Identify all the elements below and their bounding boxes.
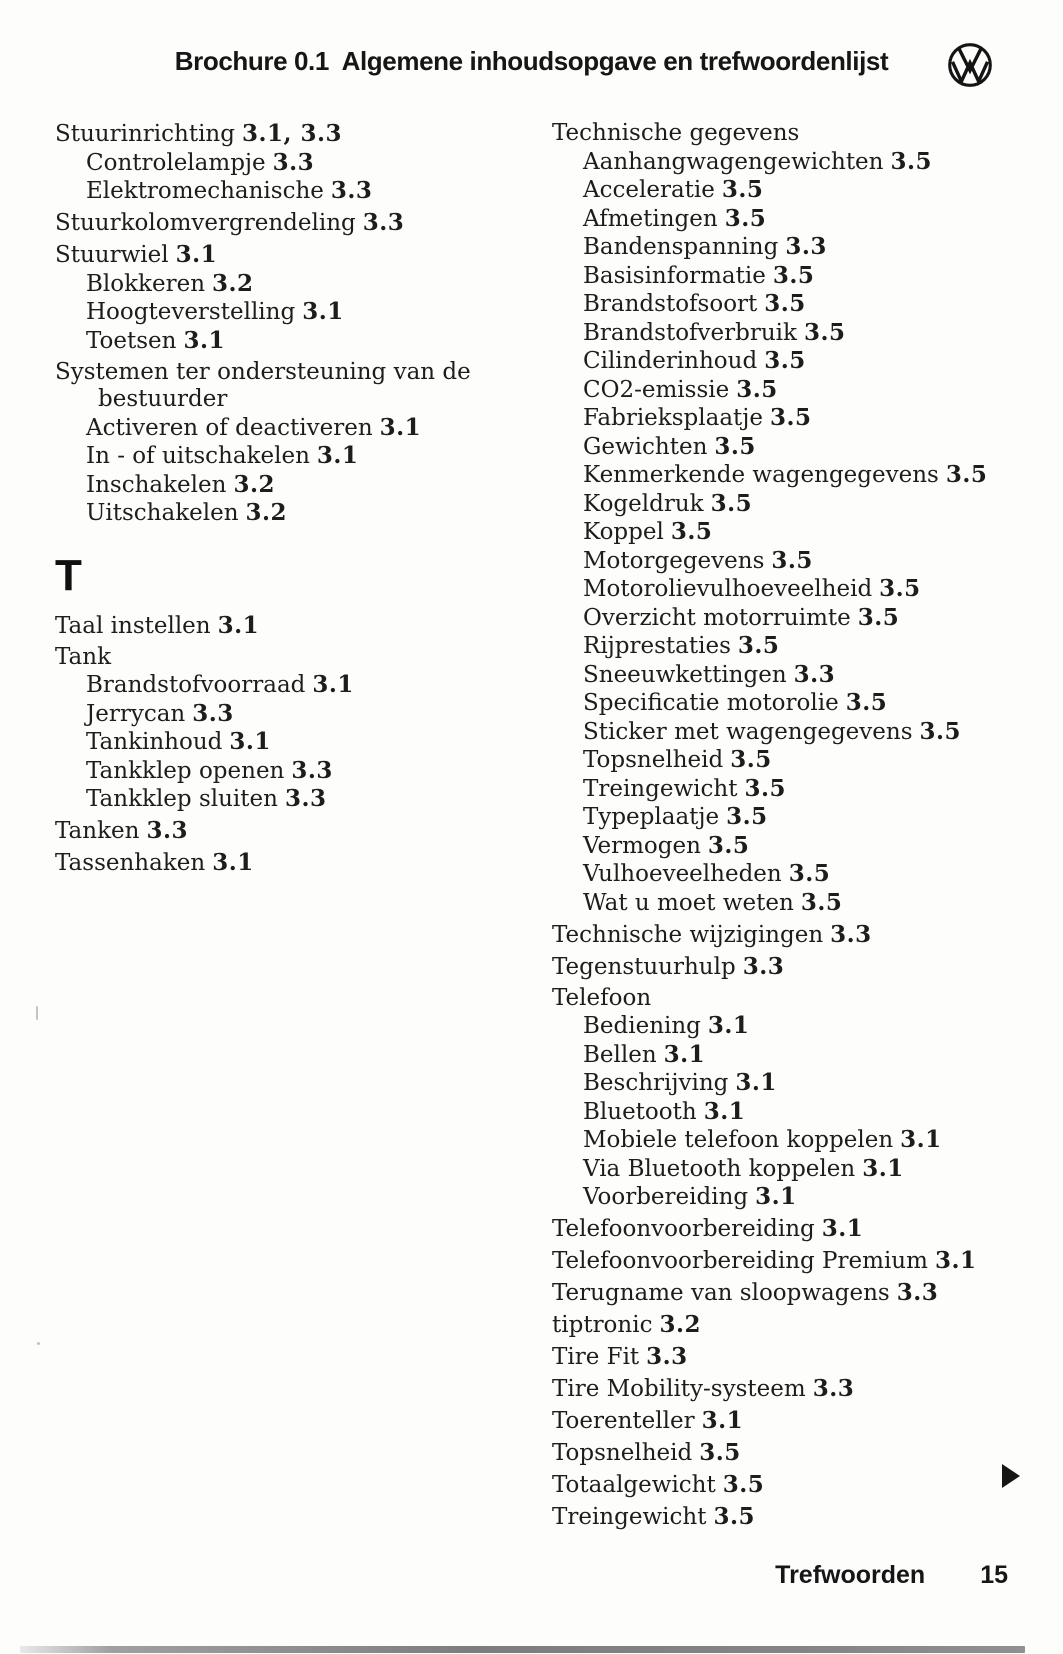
index-entry (86, 471, 500, 500)
scan-speck (37, 1342, 40, 1345)
entry-label: Bandenspanning (583, 234, 779, 260)
entry-page-ref: 3.1 (663, 1040, 706, 1068)
entry-page-ref: 3.5 (945, 461, 988, 488)
entry-label: Stuurinrichting (55, 121, 235, 147)
entry-label: Kenmerkende wagengegevens (583, 462, 939, 488)
entry-page-ref: 3.5 (879, 575, 921, 602)
entry-page-ref: 3.1 (900, 1126, 942, 1153)
entry-label: Bellen (583, 1041, 657, 1068)
index-entry (583, 689, 1063, 718)
entry-label: In - of uitschakelen (86, 443, 310, 469)
entry-page-ref: 3.5 (744, 774, 786, 802)
index-entry (583, 718, 1063, 747)
entry-label: Toetsen (86, 327, 177, 354)
index-entry (583, 1012, 1063, 1041)
entry-page-ref: 3.3 (812, 1375, 855, 1402)
index-entry (86, 298, 500, 327)
index-entry (552, 1439, 1063, 1468)
entry-label: Tankklep sluiten (86, 786, 278, 812)
entry-label: Elektromechanische (86, 178, 324, 204)
entry-page-ref: 3.1, 3.3 (241, 120, 343, 147)
index-entry (583, 233, 1063, 262)
index-entry (552, 921, 1063, 950)
entry-page-ref: 3.3 (291, 756, 333, 784)
index-entry (552, 1247, 1063, 1276)
page-footer (0, 1562, 1008, 1588)
entry-label: Tire Mobility-systeem (552, 1376, 806, 1402)
index-entry (583, 575, 1063, 604)
entry-label: Motorolievulhoeveelheid (583, 576, 873, 602)
entry-label: Tegenstuurhulp (552, 953, 736, 980)
index-entry (552, 985, 1063, 1013)
entry-label: Sneeuwkettingen (583, 661, 787, 688)
entry-page-ref: 3.5 (845, 689, 888, 716)
index-entry (583, 319, 1063, 348)
entry-label: Hoogteverstelling (86, 299, 296, 325)
entry-page-ref: 3.5 (770, 404, 812, 431)
index-entry (583, 632, 1063, 661)
entry-page-ref: 3.5 (772, 261, 815, 289)
entry-label: Tankklep openen (86, 757, 285, 784)
entry-page-ref: 3.1 (821, 1215, 864, 1242)
entry-label: Basisinformatie (583, 262, 766, 289)
entry-label: Stuurwiel (55, 242, 169, 268)
index-entry (583, 518, 1063, 547)
index-entry (552, 1503, 1063, 1532)
entry-page-ref: 3.5 (890, 147, 932, 175)
entry-page-ref: 3.5 (710, 489, 753, 517)
index-entry (55, 359, 500, 414)
index-entry (86, 414, 500, 443)
entry-page-ref: 3.5 (736, 375, 778, 403)
entry-label: Tassenhaken (55, 850, 206, 876)
entry-label: Topsnelheid (552, 1440, 693, 1466)
entry-label: Tire Fit (552, 1344, 640, 1370)
entry-page-ref: 3.5 (919, 717, 962, 745)
entry-label: Specificatie motorolie (583, 690, 839, 716)
index-entry (583, 176, 1063, 205)
index-entry (583, 889, 1063, 918)
entry-page-ref: 3.3 (896, 1279, 939, 1306)
entry-page-ref: 3.1 (379, 413, 422, 441)
entry-label: Uitschakelen (86, 500, 239, 526)
index-entry (86, 177, 500, 206)
index-entry (552, 1215, 1063, 1244)
entry-label: Bluetooth (583, 1098, 697, 1125)
entry-page-ref: 3.5 (764, 290, 806, 317)
index-entry (86, 327, 500, 356)
index-entry (86, 149, 500, 178)
entry-page-ref: 3.5 (714, 432, 756, 460)
entry-page-ref: 3.1 (229, 728, 271, 755)
index-entry (86, 785, 500, 814)
footer-page-number: 15 (980, 1561, 1008, 1589)
entry-label: Topsnelheid (583, 747, 724, 773)
page-title: Brochure 0.1 Algemene inhoudsopgave en trefwoordenlijst (174, 46, 889, 76)
entry-page-ref: 3.3 (830, 920, 872, 948)
entry-page-ref: 3.5 (707, 831, 750, 859)
entry-page-ref: 3.5 (699, 1439, 741, 1466)
entry-label: Voorbereiding (583, 1184, 749, 1210)
entry-label: Taal instellen (55, 612, 211, 639)
entry-page-ref: 3.2 (233, 470, 275, 498)
index-entry (55, 849, 500, 878)
index-entry (552, 1343, 1063, 1372)
entry-label: Acceleratie (583, 177, 715, 203)
entry-label: Vermogen (583, 832, 701, 859)
entry-page-ref: 3.5 (788, 860, 831, 887)
entry-label: Cilinderinhoud (583, 348, 758, 374)
index-entry (552, 953, 1063, 982)
index-entry (86, 728, 500, 757)
index-entry (86, 757, 500, 786)
entry-page-ref: 3.1 (701, 1407, 744, 1434)
entry-label: Beschrijving (583, 1070, 729, 1096)
entry-label: Overzicht motorruimte (583, 604, 851, 631)
entry-page-ref: 3.5 (722, 1471, 765, 1498)
index-entry (583, 547, 1063, 576)
entry-page-ref: 3.3 (192, 699, 234, 727)
entry-label: Toerenteller (552, 1408, 695, 1434)
entry-page-ref: 3.3 (330, 177, 373, 204)
index-entry (583, 604, 1063, 633)
entry-label: Controlelampje (86, 149, 266, 176)
entry-label: Afmetingen (583, 205, 718, 232)
entry-page-ref: 3.1 (312, 671, 354, 698)
entry-label: Systemen ter ondersteuning van de bestuurder (55, 358, 471, 412)
entry-page-ref: 3.5 (857, 603, 900, 631)
entry-page-ref: 3.3 (646, 1343, 688, 1370)
index-entry (583, 376, 1063, 405)
entry-label: Aanhangwagengewichten (583, 148, 884, 175)
entry-label: Wat u moet weten (583, 889, 794, 916)
index-entry (55, 817, 500, 846)
entry-label: Sticker met wagengegevens (583, 718, 913, 745)
index-entry (583, 832, 1063, 861)
index-entry (86, 671, 500, 700)
index-entry (583, 1155, 1063, 1184)
entry-label: Treingewicht (583, 775, 738, 802)
entry-label: Brandstofvoorraad (86, 672, 306, 698)
entry-label: Rijprestaties (583, 633, 731, 659)
entry-label: Blokkeren (86, 270, 206, 297)
entry-page-ref: 3.1 (212, 849, 254, 876)
entry-page-ref: 3.1 (755, 1183, 797, 1210)
entry-label: tiptronic (552, 1312, 653, 1338)
index-entry (583, 803, 1063, 832)
index-column-right (552, 120, 1063, 1532)
index-entry (583, 1041, 1063, 1070)
entry-label: Telefoonvoorbereiding (552, 1216, 815, 1242)
entry-label: Koppel (583, 519, 664, 545)
entry-label: Brandstofverbruik (583, 319, 797, 346)
entry-page-ref: 3.1 (302, 298, 344, 325)
entry-page-ref: 3.1 (217, 611, 260, 639)
entry-page-ref: 3.5 (730, 746, 772, 773)
entry-page-ref: 3.1 (175, 241, 218, 268)
entry-page-ref: 3.3 (146, 817, 188, 844)
entry-label: Mobiele telefoon koppelen (583, 1127, 894, 1153)
index-entry (86, 499, 500, 528)
index-entry (86, 442, 500, 471)
index-entry (583, 262, 1063, 291)
index-entry (55, 120, 500, 149)
entry-page-ref: 3.1 (862, 1154, 904, 1182)
entry-page-ref: 3.5 (737, 632, 780, 659)
index-entry (55, 241, 500, 270)
entry-label: Telefoonvoorbereiding Premium (552, 1248, 928, 1274)
entry-label: Via Bluetooth koppelen (583, 1155, 856, 1182)
index-entry (552, 1279, 1063, 1308)
entry-page-ref: 3.5 (800, 888, 843, 916)
entry-page-ref: 3.3 (362, 209, 405, 236)
index-entry (583, 1098, 1063, 1127)
entry-label: Brandstofsoort (583, 291, 758, 317)
footer-section-label: Trefwoorden (775, 1561, 926, 1589)
vw-logo-icon (946, 41, 994, 89)
entry-label: Gewichten (583, 433, 708, 460)
entry-label: CO2-emissie (583, 376, 730, 403)
page-edge-shadow (20, 1646, 1025, 1653)
index-entry (55, 612, 500, 641)
entry-page-ref: 3.5 (713, 1503, 755, 1530)
entry-label: Fabrieksplaatje (583, 405, 764, 431)
entry-page-ref: 3.5 (803, 318, 846, 346)
index-entry (552, 1375, 1063, 1404)
scan-speck (36, 1006, 38, 1020)
index-entry (583, 1069, 1063, 1098)
entry-page-ref: 3.3 (742, 952, 785, 980)
entry-page-ref: 3.3 (793, 660, 836, 688)
index-entry (583, 1126, 1063, 1155)
entry-page-ref: 3.2 (212, 269, 254, 297)
index-entry (552, 120, 1063, 148)
index-column-left (55, 120, 500, 878)
index-entry (583, 461, 1063, 490)
entry-page-ref: 3.5 (771, 546, 813, 574)
entry-label: Totaalgewicht (552, 1472, 716, 1498)
index-entry (583, 746, 1063, 775)
entry-label: Telefoon (552, 984, 652, 1011)
entry-label: Typeplaatje (583, 804, 720, 830)
index-entry (55, 644, 500, 672)
index-entry (583, 404, 1063, 433)
entry-page-ref: 3.5 (726, 803, 768, 830)
index-entry (583, 661, 1063, 690)
index-entry (86, 700, 500, 729)
index-entry (583, 148, 1063, 177)
entry-label: Tanken (55, 818, 140, 844)
entry-page-ref: 3.1 (703, 1097, 746, 1125)
entry-page-ref: 3.1 (183, 326, 225, 354)
index-entry (552, 1311, 1063, 1340)
entry-page-ref: 3.5 (724, 204, 767, 232)
entry-page-ref: 3.1 (934, 1247, 977, 1274)
entry-label: Terugname van sloopwagens (552, 1280, 890, 1306)
entry-page-ref: 3.3 (785, 233, 827, 260)
entry-label: Technische gegevens (552, 120, 800, 146)
entry-label: Tankinhoud (86, 729, 223, 755)
index-entry (583, 490, 1063, 519)
entry-page-ref: 3.2 (659, 1311, 701, 1338)
index-entry (583, 1183, 1063, 1212)
index-entry (583, 860, 1063, 889)
entry-page-ref: 3.5 (670, 518, 713, 545)
entry-page-ref: 3.1 (707, 1012, 750, 1039)
entry-label: Treingewicht (552, 1504, 707, 1530)
section-letter: T (55, 550, 82, 600)
entry-page-ref: 3.3 (284, 785, 327, 812)
entry-label: Motorgegevens (583, 547, 765, 574)
entry-label: Activeren of deactiveren (86, 414, 373, 441)
index-entry (583, 775, 1063, 804)
entry-label: Tank (55, 643, 112, 670)
entry-label: Vulhoeveelheden (583, 861, 782, 887)
index-entry (552, 1407, 1063, 1436)
index-entry (583, 347, 1063, 376)
entry-page-ref: 3.1 (735, 1069, 777, 1096)
entry-label: Bediening (583, 1013, 701, 1039)
index-entry (583, 433, 1063, 462)
continuation-arrow-icon (1002, 1464, 1020, 1488)
entry-label: Inschakelen (86, 471, 227, 498)
index-entry (552, 1471, 1063, 1500)
entry-page-ref: 3.5 (721, 176, 764, 203)
index-entry (55, 209, 500, 238)
index-entry (583, 290, 1063, 319)
entry-page-ref: 3.5 (764, 347, 806, 374)
entry-label: Kogeldruk (583, 490, 704, 517)
entry-label: Stuurkolomvergrendeling (55, 210, 356, 236)
entry-page-ref: 3.2 (245, 499, 288, 526)
index-entry (583, 205, 1063, 234)
index-entry (86, 270, 500, 299)
entry-label: Technische wijzigingen (552, 921, 824, 948)
entry-page-ref: 3.1 (316, 442, 359, 469)
entry-label: Jerrycan (86, 700, 186, 727)
entry-page-ref: 3.3 (272, 148, 315, 176)
